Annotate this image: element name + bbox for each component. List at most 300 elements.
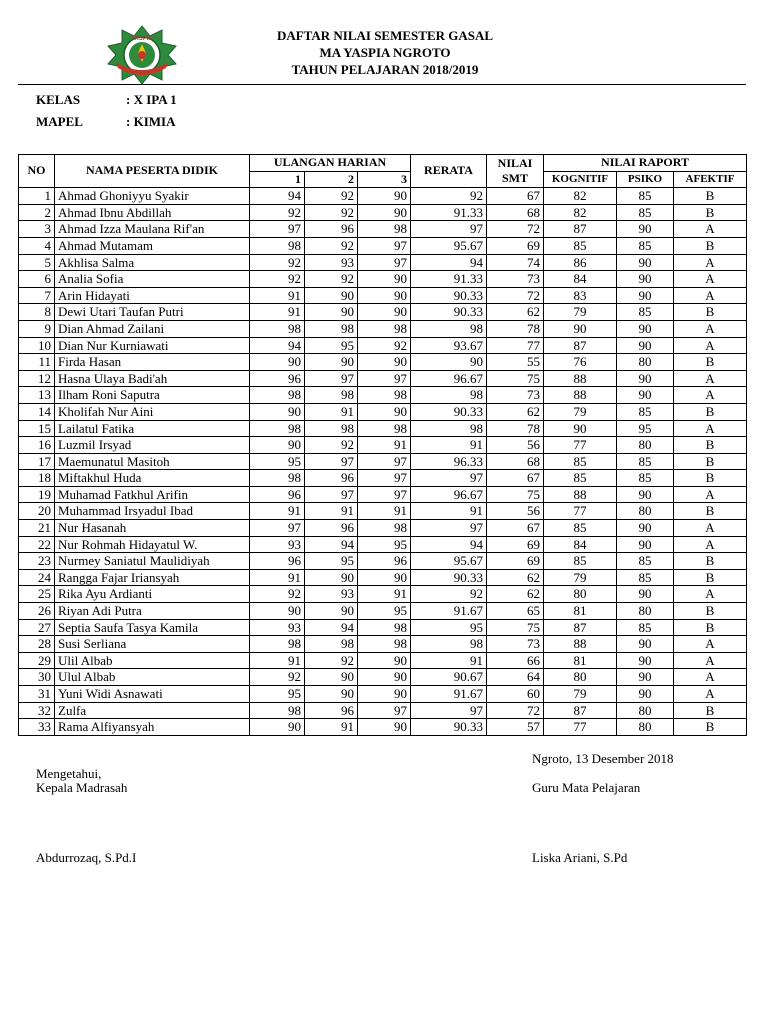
uh1-score: 92 xyxy=(250,204,305,221)
uh2-score: 92 xyxy=(305,437,358,454)
rerata-score: 96.67 xyxy=(411,486,487,503)
rerata-score: 92 xyxy=(411,188,487,205)
uh2-score: 90 xyxy=(305,603,358,620)
table-row xyxy=(19,237,747,254)
uh1-score: 94 xyxy=(250,337,305,354)
rerata-score: 91.67 xyxy=(411,686,487,703)
uh1-score: 98 xyxy=(250,470,305,487)
student-name: Dian Nur Kurniawati xyxy=(55,337,250,354)
rerata-score: 97 xyxy=(411,702,487,719)
table-head xyxy=(19,155,747,188)
rerata-score: 91 xyxy=(411,503,487,520)
uh2-score: 91 xyxy=(305,403,358,420)
table-row xyxy=(19,652,747,669)
afektif-grade: A xyxy=(674,520,747,537)
kognitif-score: 87 xyxy=(544,619,617,636)
rerata-score: 90.33 xyxy=(411,719,487,736)
header-divider xyxy=(18,84,746,85)
uh1-score: 98 xyxy=(250,387,305,404)
psiko-score: 95 xyxy=(617,420,674,437)
nilai-smt-score: 62 xyxy=(487,569,544,586)
student-name: Rama Alfiyansyah xyxy=(55,719,250,736)
uh3-score: 90 xyxy=(358,652,411,669)
student-name: Nur Rohmah Hidayatul W. xyxy=(55,536,250,553)
uh3-score: 98 xyxy=(358,619,411,636)
row-no: 21 xyxy=(19,520,55,537)
table-row xyxy=(19,188,747,205)
kognitif-score: 80 xyxy=(544,669,617,686)
col-uh2-header: 2 xyxy=(305,171,358,188)
psiko-score: 90 xyxy=(617,669,674,686)
rerata-score: 91.33 xyxy=(411,271,487,288)
afektif-grade: A xyxy=(674,669,747,686)
nilai-smt-score: 77 xyxy=(487,337,544,354)
kelas-row xyxy=(36,92,177,108)
kognitif-score: 88 xyxy=(544,636,617,653)
school-name: MA YASPIA NGROTO xyxy=(319,45,451,60)
uh3-score: 98 xyxy=(358,420,411,437)
table-row xyxy=(19,702,747,719)
kognitif-score: 85 xyxy=(544,520,617,537)
psiko-score: 90 xyxy=(617,287,674,304)
table-row xyxy=(19,204,747,221)
student-name: Dewi Utari Taufan Putri xyxy=(55,304,250,321)
afektif-grade: B xyxy=(674,569,747,586)
student-name: Analia Sofia xyxy=(55,271,250,288)
row-no: 30 xyxy=(19,669,55,686)
table-row xyxy=(19,221,747,238)
row-no: 23 xyxy=(19,553,55,570)
psiko-score: 90 xyxy=(617,320,674,337)
student-name: Ahmad Ibnu Abdillah xyxy=(55,204,250,221)
uh3-score: 98 xyxy=(358,320,411,337)
student-name: Ilham Roni Saputra xyxy=(55,387,250,404)
uh3-score: 90 xyxy=(358,354,411,371)
psiko-score: 90 xyxy=(617,520,674,537)
nilai-smt-score: 72 xyxy=(487,221,544,238)
table-row xyxy=(19,304,747,321)
table-row xyxy=(19,320,747,337)
table-row xyxy=(19,669,747,686)
kognitif-score: 79 xyxy=(544,686,617,703)
col-psiko-header: PSIKO xyxy=(617,171,674,188)
nilai-smt-score: 75 xyxy=(487,370,544,387)
afektif-grade: A xyxy=(674,636,747,653)
uh3-score: 90 xyxy=(358,271,411,288)
psiko-score: 80 xyxy=(617,503,674,520)
table-body xyxy=(19,188,747,736)
uh2-score: 96 xyxy=(305,470,358,487)
rerata-score: 91 xyxy=(411,437,487,454)
nilai-smt-score: 67 xyxy=(487,188,544,205)
rerata-score: 90.33 xyxy=(411,569,487,586)
uh1-score: 98 xyxy=(250,420,305,437)
col-nama-header: NAMA PESERTA DIDIK xyxy=(55,155,250,188)
row-no: 11 xyxy=(19,354,55,371)
kepala-madrasah-label: Kepala Madrasah xyxy=(36,780,128,795)
afektif-grade: A xyxy=(674,686,747,703)
student-name: Luzmil Irsyad xyxy=(55,437,250,454)
uh2-score: 96 xyxy=(305,221,358,238)
rerata-score: 93.67 xyxy=(411,337,487,354)
kognitif-score: 90 xyxy=(544,420,617,437)
rerata-score: 90.33 xyxy=(411,403,487,420)
psiko-score: 90 xyxy=(617,387,674,404)
row-no: 3 xyxy=(19,221,55,238)
afektif-grade: B xyxy=(674,354,747,371)
table-row xyxy=(19,520,747,537)
table-row xyxy=(19,470,747,487)
row-no: 24 xyxy=(19,569,55,586)
kognitif-score: 76 xyxy=(544,354,617,371)
uh1-score: 96 xyxy=(250,370,305,387)
afektif-grade: A xyxy=(674,586,747,603)
psiko-score: 90 xyxy=(617,652,674,669)
uh2-score: 90 xyxy=(305,304,358,321)
row-no: 6 xyxy=(19,271,55,288)
kognitif-score: 79 xyxy=(544,304,617,321)
psiko-score: 85 xyxy=(617,453,674,470)
academic-year: TAHUN PELAJARAN 2018/2019 xyxy=(291,62,479,77)
nilai-smt-score: 72 xyxy=(487,702,544,719)
row-no: 28 xyxy=(19,636,55,653)
student-name: Rika Ayu Ardianti xyxy=(55,586,250,603)
psiko-score: 85 xyxy=(617,569,674,586)
afektif-grade: A xyxy=(674,221,747,238)
table-row xyxy=(19,569,747,586)
psiko-score: 85 xyxy=(617,470,674,487)
rerata-score: 90.33 xyxy=(411,287,487,304)
uh3-score: 91 xyxy=(358,586,411,603)
nilai-smt-score: 66 xyxy=(487,652,544,669)
student-name: Ulil Albab xyxy=(55,652,250,669)
student-name: Muhamad Fatkhul Arifin xyxy=(55,486,250,503)
rerata-score: 91.67 xyxy=(411,603,487,620)
afektif-grade: B xyxy=(674,503,747,520)
row-no: 31 xyxy=(19,686,55,703)
student-name: Hasna Ulaya Badi'ah xyxy=(55,370,250,387)
uh2-score: 98 xyxy=(305,320,358,337)
row-no: 2 xyxy=(19,204,55,221)
psiko-score: 90 xyxy=(617,271,674,288)
uh3-score: 90 xyxy=(358,719,411,736)
kognitif-score: 85 xyxy=(544,470,617,487)
kognitif-score: 84 xyxy=(544,536,617,553)
uh3-score: 90 xyxy=(358,287,411,304)
kognitif-score: 87 xyxy=(544,337,617,354)
student-name: Ahmad Izza Maulana Rif'an xyxy=(55,221,250,238)
row-no: 33 xyxy=(19,719,55,736)
uh2-score: 97 xyxy=(305,370,358,387)
uh2-score: 98 xyxy=(305,420,358,437)
uh2-score: 94 xyxy=(305,536,358,553)
uh2-score: 94 xyxy=(305,619,358,636)
afektif-grade: A xyxy=(674,370,747,387)
row-no: 32 xyxy=(19,702,55,719)
psiko-score: 90 xyxy=(617,337,674,354)
kognitif-score: 84 xyxy=(544,271,617,288)
row-no: 5 xyxy=(19,254,55,271)
uh2-score: 90 xyxy=(305,287,358,304)
uh2-score: 92 xyxy=(305,652,358,669)
psiko-score: 85 xyxy=(617,619,674,636)
uh1-score: 96 xyxy=(250,486,305,503)
uh3-score: 95 xyxy=(358,536,411,553)
psiko-score: 80 xyxy=(617,354,674,371)
nilai-smt-score: 74 xyxy=(487,254,544,271)
uh2-score: 92 xyxy=(305,237,358,254)
row-no: 9 xyxy=(19,320,55,337)
kognitif-score: 87 xyxy=(544,221,617,238)
nilai-smt-score: 73 xyxy=(487,636,544,653)
uh1-score: 92 xyxy=(250,271,305,288)
uh1-score: 90 xyxy=(250,719,305,736)
psiko-score: 90 xyxy=(617,536,674,553)
afektif-grade: A xyxy=(674,536,747,553)
kognitif-score: 81 xyxy=(544,603,617,620)
document-title: DAFTAR NILAI SEMESTER GASAL xyxy=(276,28,494,43)
uh3-score: 90 xyxy=(358,188,411,205)
kognitif-score: 85 xyxy=(544,453,617,470)
psiko-score: 80 xyxy=(617,702,674,719)
row-no: 29 xyxy=(19,652,55,669)
uh1-score: 91 xyxy=(250,304,305,321)
rerata-score: 95.67 xyxy=(411,553,487,570)
nilai-smt-score: 56 xyxy=(487,503,544,520)
uh1-score: 92 xyxy=(250,586,305,603)
uh2-score: 92 xyxy=(305,271,358,288)
table-row xyxy=(19,553,747,570)
nilai-smt-score: 62 xyxy=(487,403,544,420)
nilai-smt-score: 60 xyxy=(487,686,544,703)
student-name: Akhlisa Salma xyxy=(55,254,250,271)
uh3-score: 98 xyxy=(358,520,411,537)
kelas-value: : X IPA 1 xyxy=(126,92,177,107)
psiko-score: 90 xyxy=(617,586,674,603)
nilai-smt-score: 68 xyxy=(487,204,544,221)
uh3-score: 90 xyxy=(358,686,411,703)
uh3-score: 90 xyxy=(358,304,411,321)
afektif-grade: A xyxy=(674,320,747,337)
row-no: 12 xyxy=(19,370,55,387)
student-name: Rangga Fajar Iriansyah xyxy=(55,569,250,586)
uh1-score: 91 xyxy=(250,287,305,304)
uh1-score: 98 xyxy=(250,636,305,653)
uh3-score: 97 xyxy=(358,237,411,254)
afektif-grade: B xyxy=(674,553,747,570)
nilai-smt-score: 67 xyxy=(487,470,544,487)
psiko-score: 80 xyxy=(617,719,674,736)
afektif-grade: B xyxy=(674,619,747,636)
psiko-score: 85 xyxy=(617,304,674,321)
afektif-grade: A xyxy=(674,387,747,404)
rerata-score: 96.67 xyxy=(411,370,487,387)
mapel-row xyxy=(36,114,176,130)
kognitif-score: 83 xyxy=(544,287,617,304)
table-row xyxy=(19,420,747,437)
uh1-score: 91 xyxy=(250,652,305,669)
rerata-score: 91 xyxy=(411,652,487,669)
uh1-score: 91 xyxy=(250,569,305,586)
nilai-smt-score: 68 xyxy=(487,453,544,470)
uh3-score: 90 xyxy=(358,569,411,586)
row-no: 20 xyxy=(19,503,55,520)
afektif-grade: A xyxy=(674,486,747,503)
uh2-score: 95 xyxy=(305,337,358,354)
kognitif-score: 86 xyxy=(544,254,617,271)
afektif-grade: B xyxy=(674,453,747,470)
table-row xyxy=(19,337,747,354)
afektif-grade: A xyxy=(674,420,747,437)
student-name: Arin Hidayati xyxy=(55,287,250,304)
table-row xyxy=(19,536,747,553)
nilai-smt-score: 78 xyxy=(487,320,544,337)
uh2-score: 90 xyxy=(305,354,358,371)
table-row xyxy=(19,403,747,420)
kognitif-score: 88 xyxy=(544,387,617,404)
uh1-score: 97 xyxy=(250,221,305,238)
student-name: Nur Hasanah xyxy=(55,520,250,537)
row-no: 15 xyxy=(19,420,55,437)
nilai-smt-score: 75 xyxy=(487,619,544,636)
rerata-score: 95.67 xyxy=(411,237,487,254)
nilai-smt-score: 69 xyxy=(487,536,544,553)
nilai-smt-score: 69 xyxy=(487,237,544,254)
table-row xyxy=(19,354,747,371)
nilai-smt-score: 78 xyxy=(487,420,544,437)
psiko-score: 90 xyxy=(617,370,674,387)
uh2-score: 96 xyxy=(305,520,358,537)
school-logo xyxy=(104,24,180,86)
kognitif-score: 85 xyxy=(544,553,617,570)
student-name: Maemunatul Masitoh xyxy=(55,453,250,470)
uh2-score: 96 xyxy=(305,702,358,719)
student-name: Kholifah Nur Aini xyxy=(55,403,250,420)
psiko-score: 85 xyxy=(617,204,674,221)
place-date: Ngroto, 13 Desember 2018 xyxy=(532,751,674,766)
col-nilai-smt-header xyxy=(487,155,544,188)
table-row xyxy=(19,719,747,736)
uh2-score: 93 xyxy=(305,254,358,271)
uh2-score: 92 xyxy=(305,188,358,205)
uh2-score: 90 xyxy=(305,669,358,686)
student-name: Firda Hasan xyxy=(55,354,250,371)
col-uh1-header: 1 xyxy=(250,171,305,188)
student-name: Riyan Adi Putra xyxy=(55,603,250,620)
rerata-score: 91.33 xyxy=(411,204,487,221)
table-row xyxy=(19,486,747,503)
nilai-smt-score: 72 xyxy=(487,287,544,304)
col-afektif-header: AFEKTIF xyxy=(674,171,747,188)
uh3-score: 97 xyxy=(358,702,411,719)
psiko-score: 90 xyxy=(617,254,674,271)
row-no: 22 xyxy=(19,536,55,553)
table-row xyxy=(19,503,747,520)
row-no: 7 xyxy=(19,287,55,304)
guru-signature-name: Liska Ariani, S.Pd xyxy=(532,850,628,865)
row-no: 14 xyxy=(19,403,55,420)
uh3-score: 98 xyxy=(358,636,411,653)
kognitif-score: 87 xyxy=(544,702,617,719)
kognitif-score: 77 xyxy=(544,437,617,454)
guru-label: Guru Mata Pelajaran xyxy=(532,780,641,795)
student-name: Ulul Albab xyxy=(55,669,250,686)
kognitif-score: 88 xyxy=(544,370,617,387)
uh1-score: 92 xyxy=(250,669,305,686)
row-no: 18 xyxy=(19,470,55,487)
psiko-score: 90 xyxy=(617,636,674,653)
row-no: 8 xyxy=(19,304,55,321)
nilai-smt-score: 69 xyxy=(487,553,544,570)
student-name: Miftakhul Huda xyxy=(55,470,250,487)
student-name: Ahmad Ghoniyyu Syakir xyxy=(55,188,250,205)
uh2-score: 91 xyxy=(305,503,358,520)
student-name: Ahmad Mutamam xyxy=(55,237,250,254)
uh2-score: 98 xyxy=(305,636,358,653)
afektif-grade: B xyxy=(674,603,747,620)
psiko-score: 85 xyxy=(617,553,674,570)
table-row xyxy=(19,287,747,304)
uh1-score: 96 xyxy=(250,553,305,570)
afektif-grade: B xyxy=(674,470,747,487)
col-rerata-header: RERATA xyxy=(411,155,487,188)
rerata-score: 92 xyxy=(411,586,487,603)
kognitif-score: 80 xyxy=(544,586,617,603)
uh2-score: 90 xyxy=(305,686,358,703)
uh2-score: 93 xyxy=(305,586,358,603)
nilai-smt-score: 65 xyxy=(487,603,544,620)
uh2-score: 92 xyxy=(305,204,358,221)
afektif-grade: A xyxy=(674,652,747,669)
afektif-grade: B xyxy=(674,437,747,454)
student-name: Lailatul Fatika xyxy=(55,420,250,437)
uh3-score: 97 xyxy=(358,370,411,387)
uh3-score: 97 xyxy=(358,486,411,503)
row-no: 13 xyxy=(19,387,55,404)
afektif-grade: B xyxy=(674,719,747,736)
nilai-smt-score: 56 xyxy=(487,437,544,454)
uh3-score: 95 xyxy=(358,603,411,620)
uh3-score: 92 xyxy=(358,337,411,354)
table-row xyxy=(19,271,747,288)
table-row xyxy=(19,254,747,271)
mapel-label: MAPEL xyxy=(36,114,83,129)
col-uh3-header: 3 xyxy=(358,171,411,188)
uh3-score: 98 xyxy=(358,387,411,404)
uh3-score: 91 xyxy=(358,503,411,520)
uh1-score: 90 xyxy=(250,354,305,371)
rerata-score: 90 xyxy=(411,354,487,371)
table-row xyxy=(19,370,747,387)
nilai-smt-score: 75 xyxy=(487,486,544,503)
student-name: Nurmey Saniatul Maulidiyah xyxy=(55,553,250,570)
rerata-score: 90.33 xyxy=(411,304,487,321)
row-no: 25 xyxy=(19,586,55,603)
uh3-score: 91 xyxy=(358,437,411,454)
uh1-score: 98 xyxy=(250,237,305,254)
afektif-grade: A xyxy=(674,337,747,354)
rerata-score: 97 xyxy=(411,520,487,537)
uh2-score: 91 xyxy=(305,719,358,736)
rerata-score: 94 xyxy=(411,536,487,553)
uh1-score: 90 xyxy=(250,603,305,620)
mapel-value: : KIMIA xyxy=(126,114,176,129)
uh1-score: 98 xyxy=(250,702,305,719)
uh1-score: 95 xyxy=(250,453,305,470)
nilai-smt-score: 73 xyxy=(487,271,544,288)
rerata-score: 97 xyxy=(411,221,487,238)
uh3-score: 97 xyxy=(358,470,411,487)
